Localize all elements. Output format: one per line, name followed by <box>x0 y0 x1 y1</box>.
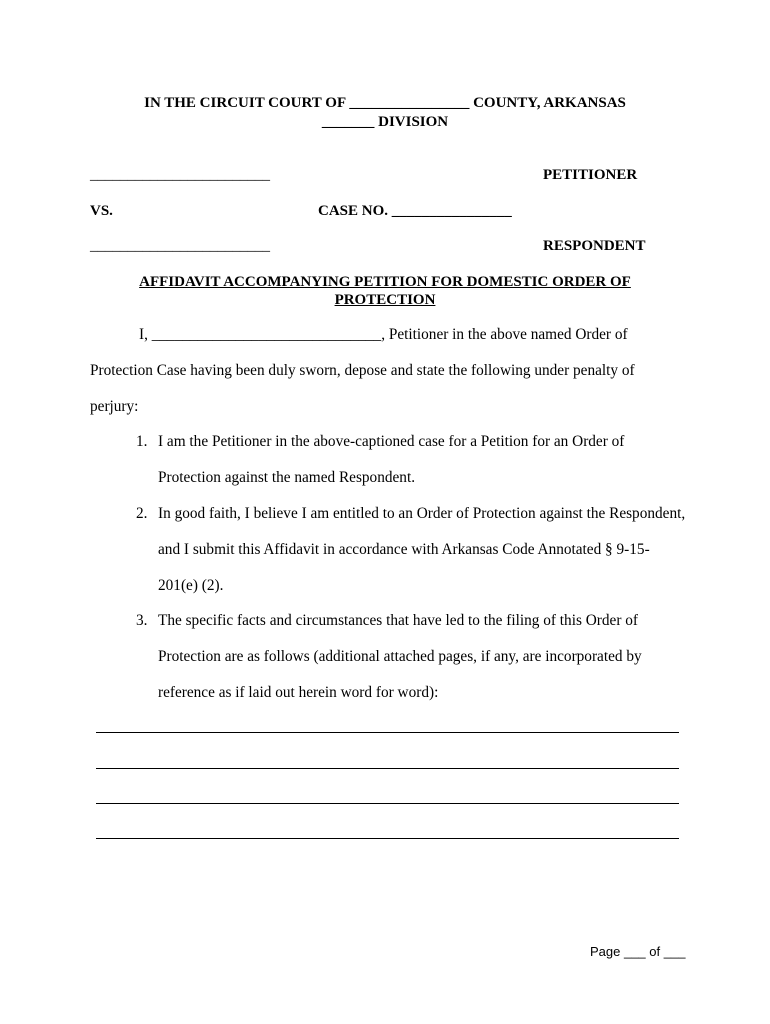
intro-line-1: I, ______________________________, Petitioner in the above named Order of <box>139 326 628 343</box>
item-2-line-3: 201(e) (2). <box>158 577 224 594</box>
intro-line-3: perjury: <box>90 398 139 415</box>
item-1-line-2: Protection against the named Respondent. <box>158 469 416 486</box>
division-heading: _______ DIVISION <box>321 114 449 130</box>
page-number-field[interactable]: Page ___ of ___ <box>590 944 686 959</box>
respondent-label: RESPONDENT <box>543 238 646 254</box>
facts-writing-line[interactable] <box>96 732 679 733</box>
item-number: 3. <box>136 612 148 629</box>
court-heading: IN THE CIRCUIT COURT OF ________________ COUNTY, ARKANSAS <box>144 95 626 111</box>
respondent-name-field[interactable]: ________________________ <box>90 238 270 254</box>
item-1-line-1: I am the Petitioner in the above-captioned case for a Petition for an Order of <box>158 433 625 450</box>
document-title-line1: AFFIDAVIT ACCOMPANYING PETITION FOR DOMESTIC ORDER OF <box>139 274 631 290</box>
item-3-line-3: reference as if laid out herein word for word): <box>158 684 439 701</box>
vs-label: VS. <box>90 203 113 219</box>
document-title-line2: PROTECTION <box>334 292 436 308</box>
item-3-line-1: The specific facts and circumstances that have led to the filing of this Order of <box>158 612 638 629</box>
intro-line-2: Protection Case having been duly sworn, depose and state the following under penalty of <box>90 362 635 379</box>
item-number: 1. <box>136 433 148 450</box>
facts-writing-line[interactable] <box>96 768 679 769</box>
item-number: 2. <box>136 505 148 522</box>
facts-writing-line[interactable] <box>96 838 679 839</box>
item-2-line-1: In good faith, I believe I am entitled to an Order of Protection against the Respondent, <box>158 505 686 522</box>
item-2-line-2: and I submit this Affidavit in accordance with Arkansas Code Annotated § 9-15- <box>158 541 650 558</box>
facts-writing-line[interactable] <box>96 803 679 804</box>
case-number-field[interactable]: CASE NO. ________________ <box>318 203 512 219</box>
petitioner-name-field[interactable]: ________________________ <box>90 167 270 183</box>
petitioner-label: PETITIONER <box>543 167 638 183</box>
item-3-line-2: Protection are as follows (additional attached pages, if any, are incorporated by <box>158 648 642 665</box>
